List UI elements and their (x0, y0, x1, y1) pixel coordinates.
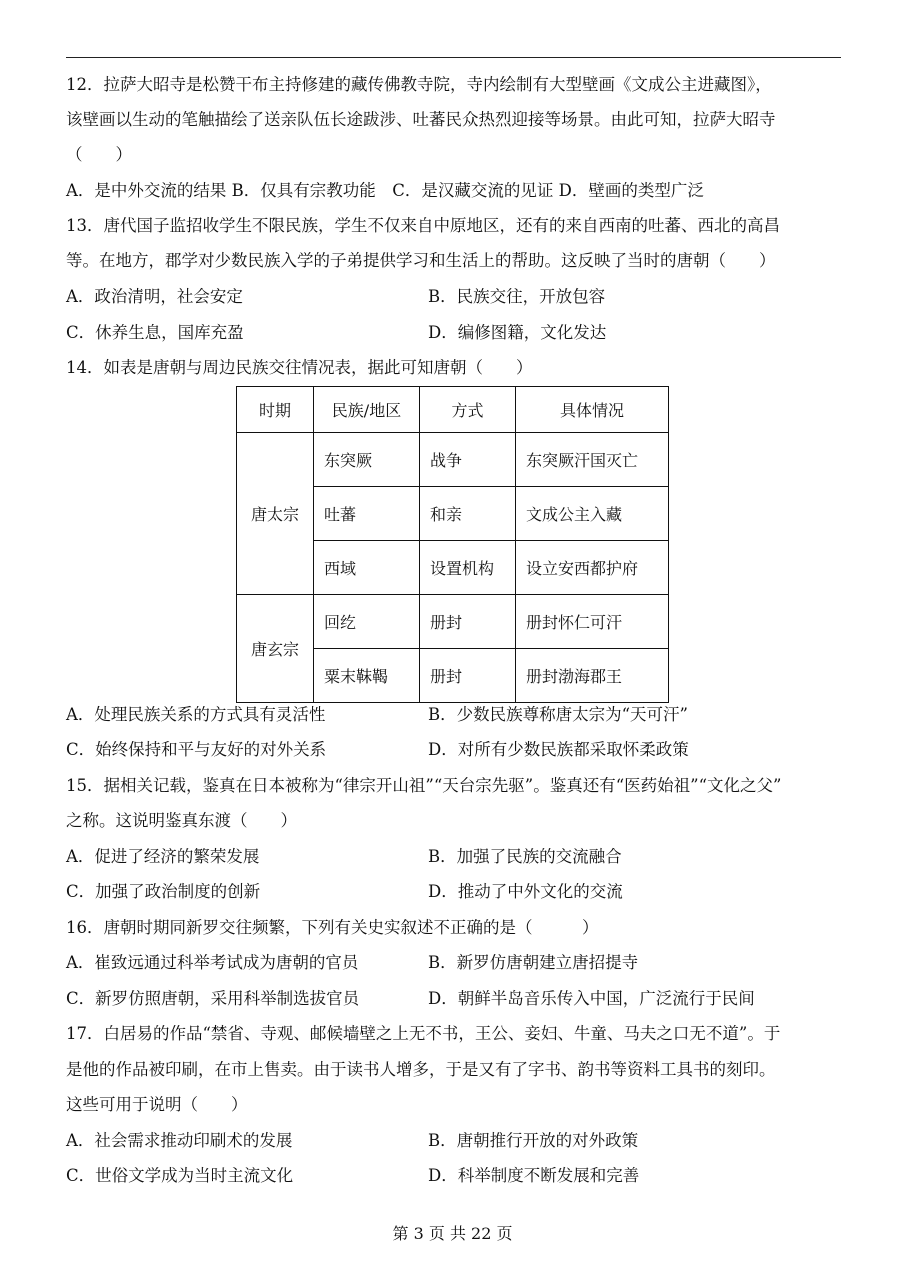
table-cell: 文成公主入藏 (516, 487, 669, 541)
q16-option-b: B．新罗仿唐朝建立唐招提寺 (428, 953, 639, 972)
q14-option-d: D．对所有少数民族都采取怀柔政策 (428, 740, 689, 759)
table-cell: 回纥 (314, 595, 420, 649)
table-header-cell: 民族/地区 (314, 387, 420, 433)
table-cell: 册封 (420, 649, 516, 703)
table-cell: 和亲 (420, 487, 516, 541)
era-cell: 唐玄宗 (237, 595, 314, 703)
q17-option-b: B．唐朝推行开放的对外政策 (428, 1131, 639, 1150)
page-footer: 第 3 页 共 22 页 (392, 1224, 513, 1243)
q14-option-b: B．少数民族尊称唐太宗为“天可汗” (428, 705, 688, 724)
table-row (237, 595, 669, 649)
q16-stem: 16．唐朝时期同新罗交往频繁，下列有关史实叙述不正确的是（ ） (66, 918, 599, 937)
table-cell: 设立安西都护府 (516, 541, 669, 595)
table-cell: 册封渤海郡王 (516, 649, 669, 703)
q17-option-d: D．科举制度不断发展和完善 (428, 1166, 640, 1185)
q12-line1: 12．拉萨大昭寺是松赞干布主持修建的藏传佛教寺院，寺内绘制有大型壁画《文成公主进藏图》， (66, 75, 772, 94)
table-header-cell: 方式 (420, 387, 516, 433)
q15-option-a: A．促进了经济的繁荣发展 (66, 847, 260, 866)
q17-option-a: A．社会需求推动印刷术的发展 (66, 1131, 293, 1150)
q17-option-c: C．世俗文学成为当时主流文化 (66, 1166, 294, 1185)
table-cell: 西域 (314, 541, 420, 595)
q14-stem: 14．如表是唐朝与周边民族交往情况表，据此可知唐朝（ ） (66, 358, 533, 377)
q13-option-b: B．民族交往，开放包容 (428, 287, 606, 306)
q17-line2: 是他的作品被印刷，在市上售卖。由于读书人增多，于是又有了字书、韵书等资料工具书的刻印。 (66, 1060, 776, 1079)
q13-option-a: A．政治清明，社会安定 (66, 287, 243, 306)
q12-options: A．是中外交流的结果 B．仅具有宗教功能 C．是汉藏交流的见证 D．壁画的类型广泛 (66, 181, 704, 200)
q13-option-d: D．编修图籍，文化发达 (428, 323, 607, 342)
table-cell: 东突厥 (314, 433, 420, 487)
table-header-cell: 时期 (237, 387, 314, 433)
q16-option-c: C．新罗仿照唐朝，采用科举制选拔官员 (66, 989, 360, 1008)
table-cell: 东突厥汗国灭亡 (516, 433, 669, 487)
q16-option-d: D．朝鲜半岛音乐传入中国，广泛流行于民间 (428, 989, 755, 1008)
q14-option-c: C．始终保持和平与友好的对外关系 (66, 740, 327, 759)
header-rule (66, 57, 841, 58)
q17-line1: 17．白居易的作品“禁省、寺观、邮候墙壁之上无不书，王公、妾妇、牛童、马夫之口无不道”。于 (66, 1024, 781, 1043)
table-cell: 战争 (420, 433, 516, 487)
table-header-row (237, 387, 669, 433)
q17-line3: 这些可用于说明（ ） (66, 1095, 248, 1114)
q15-option-b: B．加强了民族的交流融合 (428, 847, 622, 866)
table-cell: 设置机构 (420, 541, 516, 595)
table-cell: 粟末靺鞨 (314, 649, 420, 703)
table-header-cell: 具体情况 (516, 387, 669, 433)
q15-line1: 15．据相关记载，鉴真在日本被称为“律宗开山祖”“天台宗先驱”。鉴真还有“医药始祖”“文化之父” (66, 776, 782, 795)
table-cell: 册封怀仁可汗 (516, 595, 669, 649)
exchange-table (236, 386, 669, 703)
q16-option-a: A．崔致远通过科举考试成为唐朝的官员 (66, 953, 359, 972)
q13-line1: 13．唐代国子监招收学生不限民族，学生不仅来自中原地区，还有的来自西南的吐蕃、西北的高昌 (66, 216, 780, 235)
q12-line2: 该壁画以生动的笔触描绘了送亲队伍长途跋涉、吐蕃民众热烈迎接等场景。由此可知，拉萨大昭寺 (66, 110, 776, 129)
q12-line3: （ ） (66, 145, 132, 164)
era-cell: 唐太宗 (237, 433, 314, 595)
table-cell: 册封 (420, 595, 516, 649)
table-cell: 吐蕃 (314, 487, 420, 541)
q15-option-c: C．加强了政治制度的创新 (66, 882, 261, 901)
q14-option-a: A．处理民族关系的方式具有灵活性 (66, 705, 326, 724)
q13-line2: 等。在地方，郡学对少数民族入学的子弟提供学习和生活上的帮助。这反映了当时的唐朝（ ） (66, 251, 776, 270)
table-row (237, 433, 669, 487)
q13-option-c: C．休养生息，国库充盈 (66, 323, 244, 342)
q15-line2: 之称。这说明鉴真东渡（ ） (66, 811, 297, 830)
q15-option-d: D．推动了中外文化的交流 (428, 882, 623, 901)
